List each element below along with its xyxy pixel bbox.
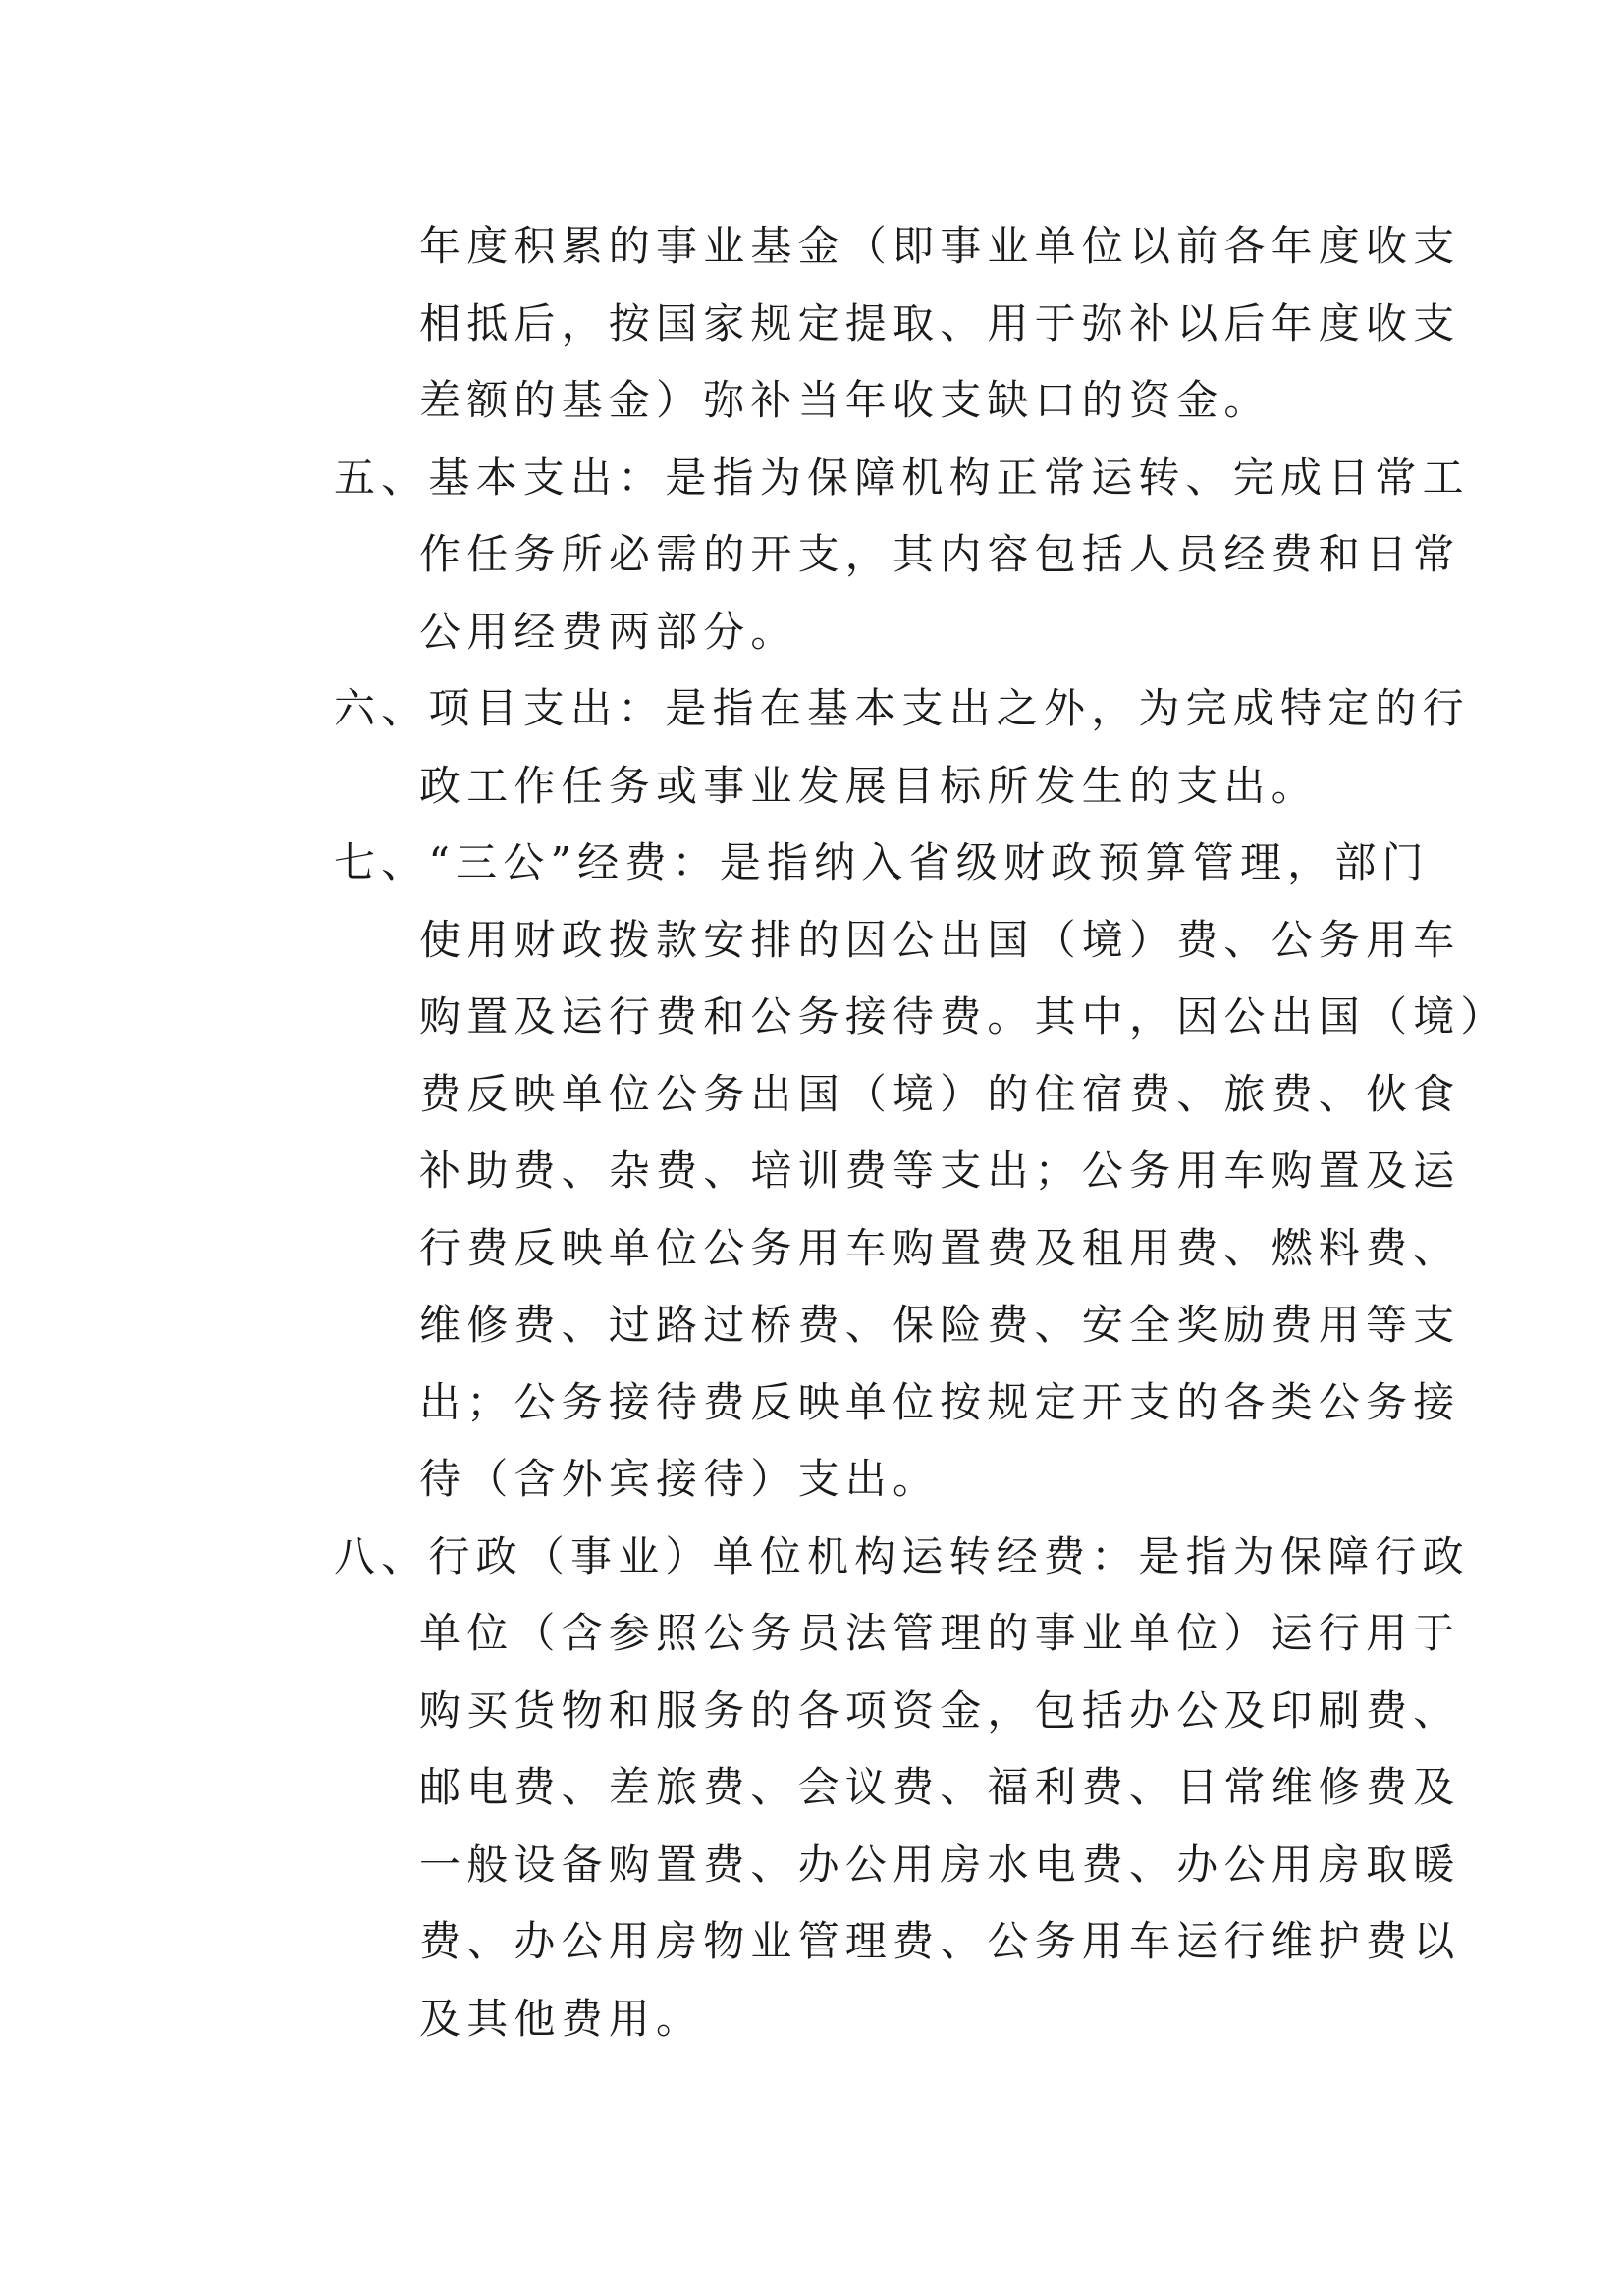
document-body [334, 208, 1508, 2057]
text-line: 出；公务接待费反映单位按规定开支的各类公务接 [419, 1377, 1461, 1426]
text-line: 费、办公用房物业管理费、公务用车运行维护费以 [419, 1917, 1461, 1965]
paragraph-fund-continuation [334, 208, 1461, 440]
text-line: 单位（含参照公务员法管理的事业单位）运行用于 [419, 1609, 1461, 1657]
text-line: 费反映单位公务出国（境）的住宿费、旅费、伙食 [419, 1069, 1461, 1118]
text-line: 差额的基金）弥补当年收支缺口的资金。 [419, 376, 1272, 424]
paragraph-operating-funds [334, 1519, 1470, 2058]
text-line: 及其他费用。 [419, 1994, 704, 2043]
text-line: 五、基本支出：是指为保障机构正常运转、完成日常工 [334, 453, 1470, 502]
text-line: 作任务所必需的开支，其内容包括人员经费和日常 [419, 530, 1461, 578]
paragraph-project-expenditure [334, 670, 1470, 825]
text-line: 购买货物和服务的各项资金，包括办公及印刷费、 [419, 1685, 1461, 1735]
text-line: 行费反映单位公务用车购置费及租用费、燃料费、 [419, 1223, 1461, 1272]
text-line: 一般设备购置费、办公用房水电费、办公用房取暖 [419, 1840, 1461, 1889]
text-line: 六、项目支出：是指在基本支出之外，为完成特定的行 [334, 684, 1470, 732]
text-line: 政工作任务或事业发展目标所发生的支出。 [419, 761, 1319, 810]
text-line: 相抵后，按国家规定提取、用于弥补以后年度收支 [419, 298, 1461, 347]
paragraph-basic-expenditure [334, 440, 1470, 671]
text-line: 公用经费两部分。 [419, 607, 798, 656]
paragraph-three-public-expenses [334, 825, 1508, 1519]
text-line: 补助费、杂费、培训费等支出；公务用车购置及运 [419, 1147, 1461, 1195]
text-line: 邮电费、差旅费、会议费、福利费、日常维修费及 [419, 1763, 1461, 1811]
text-line: 七、“三公”经费：是指纳入省级财政预算管理，部门 [334, 838, 1430, 886]
text-line: 使用财政拨款安排的因公出国（境）费、公务用车 [419, 915, 1461, 964]
text-line: 八、行政（事业）单位机构运转经费：是指为保障行政 [334, 1531, 1470, 1580]
text-line: 维修费、过路过桥费、保险费、安全奖励费用等支 [419, 1301, 1461, 1349]
text-line: 购置及运行费和公务接待费。其中，因公出国（境） [419, 992, 1508, 1041]
text-line: 待（含外宾接待）支出。 [419, 1455, 941, 1503]
text-line: 年度积累的事业基金（即事业单位以前各年度收支 [419, 222, 1461, 270]
